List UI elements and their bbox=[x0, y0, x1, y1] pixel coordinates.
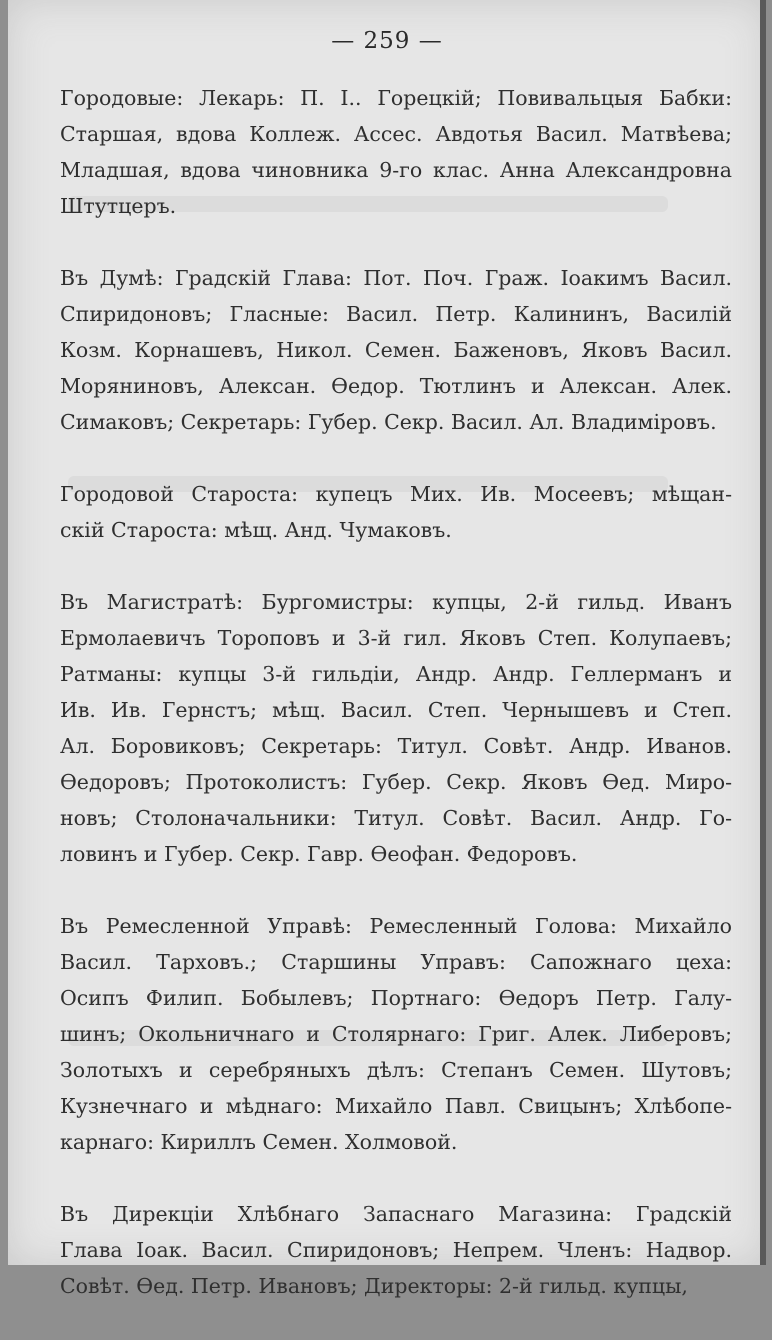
text-line: Спиридоновъ; Гласные: Васил. Петр. Калининъ, Василій bbox=[60, 302, 732, 326]
text-line: Васил. Тарховъ.; Старшины Управъ: Сапожнаго цеха: bbox=[60, 950, 732, 974]
text-line: Кузнечнаго и мѣднаго: Михайло Павл. Свицынъ; Хлѣбопе- bbox=[60, 1094, 732, 1118]
text-line: Козм. Корнашевъ, Никол. Семен. Баженовъ, Яковъ Васил. bbox=[60, 338, 732, 362]
page-text bbox=[60, 80, 732, 1340]
text-line: Глава Іоак. Васил. Спиридоновъ; Непрем. Членъ: Надвор. bbox=[60, 1238, 732, 1262]
paragraph bbox=[60, 80, 732, 224]
text-line: Въ Магистратѣ: Бургомистры: купцы, 2-й гильд. Иванъ bbox=[60, 590, 732, 614]
paragraph bbox=[60, 1196, 732, 1304]
text-line: Ал. Боровиковъ; Секретарь: Титул. Совѣт. Андр. Иванов. bbox=[60, 734, 732, 758]
text-line: скій Староста: мѣщ. Анд. Чумаковъ. bbox=[60, 518, 452, 542]
paragraph bbox=[60, 584, 732, 872]
text-line: Въ Думѣ: Градскій Глава: Пот. Поч. Граж. Іоакимъ Васил. bbox=[60, 266, 732, 290]
text-line: Городовые: Лекарь: П. І.. Горецкій; Повивальцыя Бабки: bbox=[60, 86, 732, 110]
page-number: — 259 — bbox=[331, 28, 443, 54]
text-line: карнаго: Кириллъ Семен. Холмовой. bbox=[60, 1130, 458, 1154]
text-line: Симаковъ; Секретарь: Губер. Секр. Васил. Ал. Владиміровъ. bbox=[60, 410, 717, 434]
text-line: шинъ; Окольничнаго и Столярнаго: Григ. Алек. Либеровъ; bbox=[60, 1022, 732, 1046]
text-line: Моряниновъ, Алексан. Ѳедор. Тютлинъ и Алексан. Алек. bbox=[60, 374, 732, 398]
text-line: Штутцеръ. bbox=[60, 194, 177, 218]
paragraph bbox=[60, 260, 732, 440]
page-edge-shadow bbox=[760, 0, 766, 1265]
text-line: Въ Ремесленной Управѣ: Ремесленный Голова: Михайло bbox=[60, 914, 732, 938]
text-line: Ермолаевичъ Тороповъ и 3-й гил. Яковъ Степ. Колупаевъ; bbox=[60, 626, 732, 650]
paragraph bbox=[60, 908, 732, 1160]
text-line: Ѳедоровъ; Протоколистъ: Губер. Секр. Яковъ Ѳед. Миро- bbox=[60, 770, 732, 794]
text-line: Золотыхъ и серебряныхъ дѣлъ: Степанъ Семен. Шутовъ; bbox=[60, 1058, 732, 1082]
text-line: Въ Дирекціи Хлѣбнаго Запаснаго Магазина: Градскій bbox=[60, 1202, 732, 1226]
book-page bbox=[8, 0, 766, 1298]
text-line: новъ; Столоначальники: Титул. Совѣт. Васил. Андр. Го- bbox=[60, 806, 732, 830]
text-line: Совѣт. Ѳед. Петр. Ивановъ; Директоры: 2-й гильд. купцы, bbox=[60, 1274, 688, 1298]
text-line: Старшая, вдова Коллеж. Ассес. Авдотья Васил. Матвѣева; bbox=[60, 122, 732, 146]
text-line: Ратманы: купцы 3-й гильдіи, Андр. Андр. Геллерманъ и bbox=[60, 662, 732, 686]
paragraph bbox=[60, 476, 732, 548]
text-line: Городовой Староста: купецъ Мих. Ив. Мосеевъ; мѣщан- bbox=[60, 482, 732, 506]
text-line: Ив. Ив. Гернстъ; мѣщ. Васил. Степ. Чернышевъ и Степ. bbox=[60, 698, 732, 722]
text-line: Младшая, вдова чиновника 9-го клас. Анна Александровна bbox=[60, 158, 732, 182]
text-line: Осипъ Филип. Бобылевъ; Портнаго: Ѳедоръ Петр. Галу- bbox=[60, 986, 732, 1010]
text-line: ловинъ и Губер. Секр. Гавр. Ѳеофан. Федоровъ. bbox=[60, 842, 578, 866]
